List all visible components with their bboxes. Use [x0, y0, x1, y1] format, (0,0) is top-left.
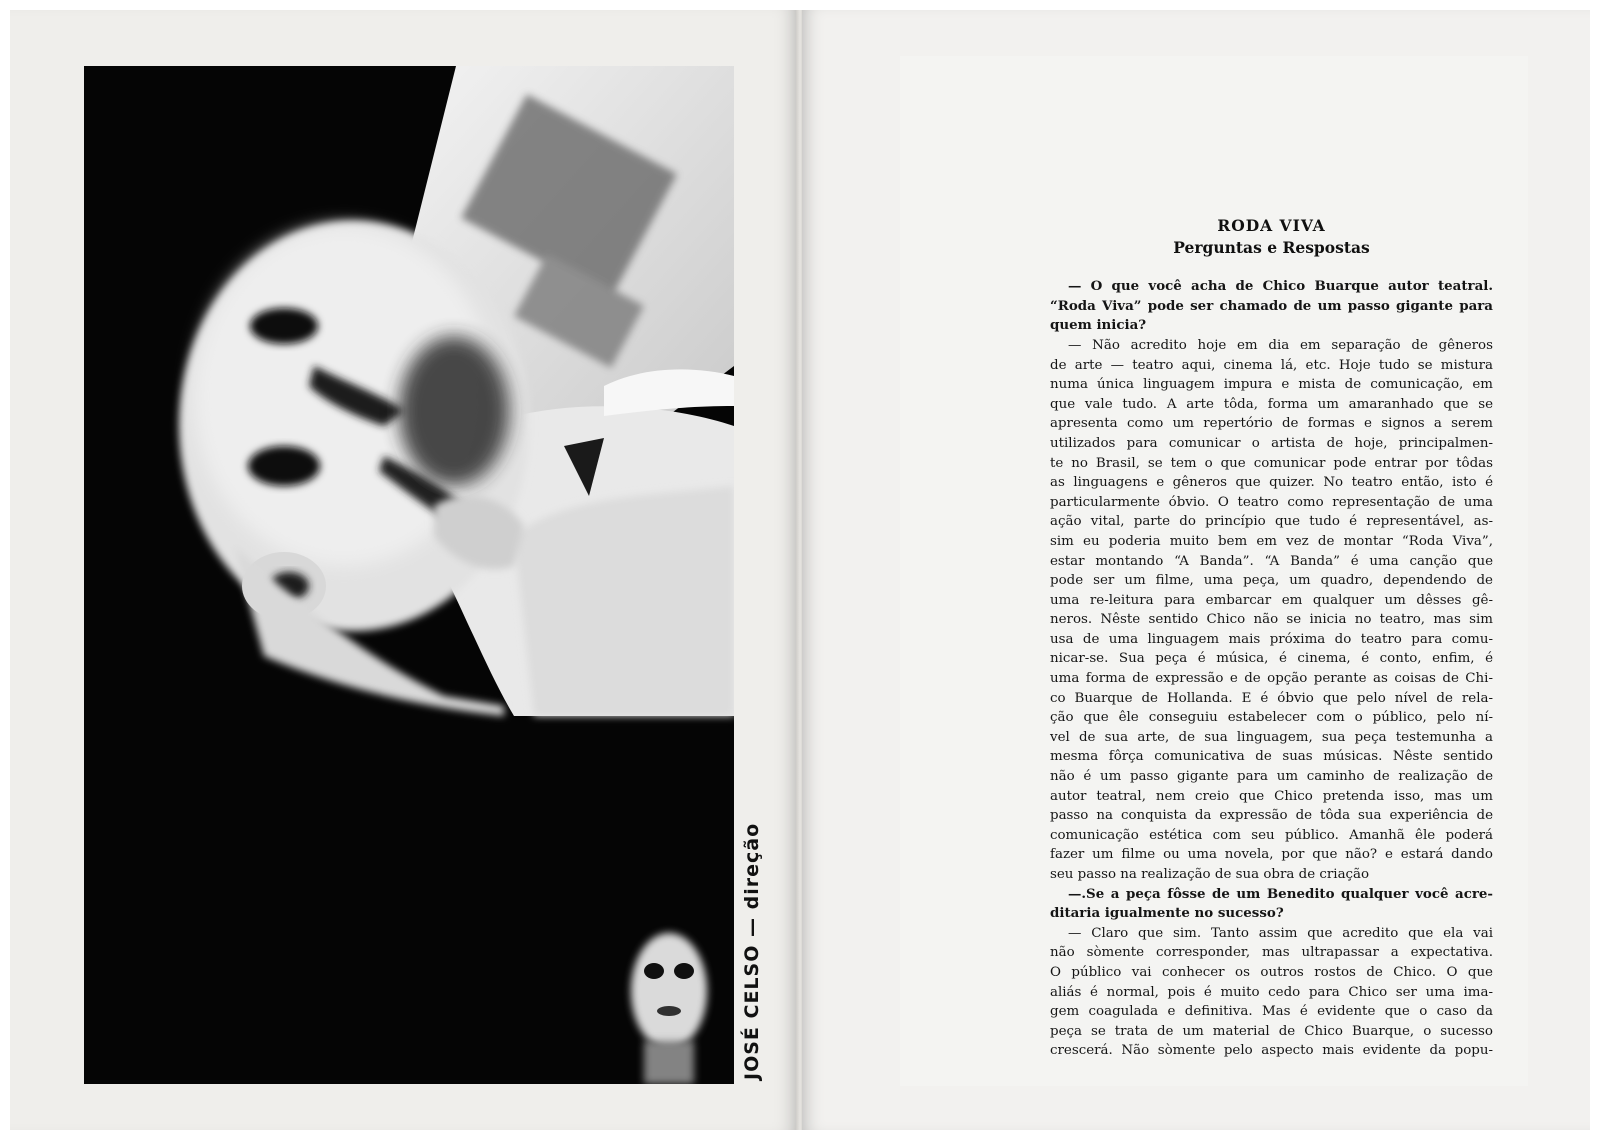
article-line: não é um passo gigante para um caminho de realização de [1050, 769, 1493, 785]
article-line: — Claro que sim. Tanto assim que acredito que ela vai [1068, 925, 1493, 941]
article-line: aliás é normal, pois é muito cedo para Chico ser uma ima- [1050, 984, 1493, 1000]
article-line: uma re-leitura para embarcar em qualquer um dêsses gê- [1050, 592, 1493, 608]
article-line: co Buarque de Hollanda. E é óbvio que pelo nível de rela- [1050, 690, 1493, 706]
article-line: crescerá. Não sòmente pelo aspecto mais evidente da popu- [1050, 1043, 1493, 1059]
article-line: seu passo na realização de sua obra de criação [1050, 867, 1370, 882]
article-line: — O que você acha de Chico Buarque autor teatral. [1068, 278, 1493, 295]
portrait-photo [84, 66, 734, 1084]
article-line: estar montando “A Banda”. “A Banda” é uma canção que [1050, 553, 1493, 569]
article-line: usa de uma linguagem mais próxima do teatro para comu- [1050, 631, 1493, 647]
article-line: de arte — teatro aqui, cinema lá, etc. Hoje tudo se mistura [1050, 357, 1493, 373]
article-line: utilizados para comunicar o artista de hoje, principalmen- [1050, 435, 1493, 451]
portrait-photo-art [84, 66, 734, 1084]
article-line: — Não acredito hoje em dia em separação de gêneros [1068, 337, 1493, 353]
article-line: nicar-se. Sua peça é música, é cinema, é conto, enfim, é [1050, 651, 1493, 667]
article-line: autor teatral, nem creio que Chico pretenda isso, mas um [1050, 788, 1493, 804]
article-line: peça se trata de um material de Chico Buarque, o sucesso [1050, 1023, 1493, 1039]
photo-credit [741, 823, 763, 1080]
credit-name: JOSÉ CELSO [741, 944, 763, 1080]
article-line: “Roda Viva” pode ser chamado de um passo gigante para [1050, 297, 1493, 314]
head [179, 221, 529, 631]
article-line: ação vital, parte do princípio que tudo é representável, as- [1050, 514, 1493, 530]
article-line: uma forma de expressão e de opção perante as coisas de Chi- [1050, 671, 1493, 687]
article-subtitle: Perguntas e Respostas [1173, 237, 1370, 257]
article-line: as linguagens e gêneros que quizer. No teatro então, isto é [1050, 475, 1493, 491]
credit-role: direção [741, 822, 763, 910]
article-line: —.Se a peça fôsse de um Benedito qualquer você acre- [1068, 885, 1493, 902]
article-line: sim eu poderia muito bem em vez de montar “Roda Viva”, [1050, 533, 1493, 549]
article-line: ditaria igualmente no sucesso? [1050, 905, 1284, 922]
article-line: que vale tudo. A arte tôda, forma um amaranhado que se [1050, 396, 1493, 412]
article-line: comunicação estética com seu público. Amanhã êle poderá [1050, 827, 1493, 843]
article-line: não sòmente corresponder, mas ultrapassar a expectativa. [1050, 945, 1493, 961]
article-line: vel de sua arte, de sua linguagem, sua peça testemunha a [1050, 729, 1493, 745]
article-line: particularmente óbvio. O teatro como representação de uma [1050, 494, 1493, 510]
article-line: pode ser um filme, uma peça, um quadro, dependendo de [1050, 573, 1493, 589]
article-line: fazer um filme ou uma novela, por que não? e estará dando [1050, 847, 1493, 863]
article-line: apresenta como um repertório de formas e signos a serem [1050, 416, 1493, 432]
article-line: O público vai conhecer os outros rostos de Chico. O que [1050, 964, 1493, 980]
article-line: neros. Nêste sentido Chico não se inicia no teatro, mas sim [1050, 612, 1493, 628]
article-line: mesma fôrça comunicativa de suas músicas. Nêste sentido [1050, 749, 1493, 765]
article-line: passo na conquista da expressão de tôda sua experiência de [1050, 808, 1493, 824]
article-body [1050, 277, 1493, 1061]
article [1050, 216, 1493, 1061]
article-line: numa única linguagem impura e mista de comunicação, em [1050, 377, 1493, 393]
article-line: ção que êle conseguiu estabelecer com o público, pelo ní- [1050, 710, 1493, 726]
credit-separator: — [741, 917, 763, 937]
article-line: te no Brasil, se tem o que comunicar pode entrar por tôdas [1050, 455, 1493, 471]
article-line: gem coagulada e definitiva. Mas é evidente que o caso da [1050, 1004, 1493, 1020]
article-title: RODA VIVA [1217, 216, 1326, 235]
article-line: quem inicia? [1050, 317, 1147, 334]
